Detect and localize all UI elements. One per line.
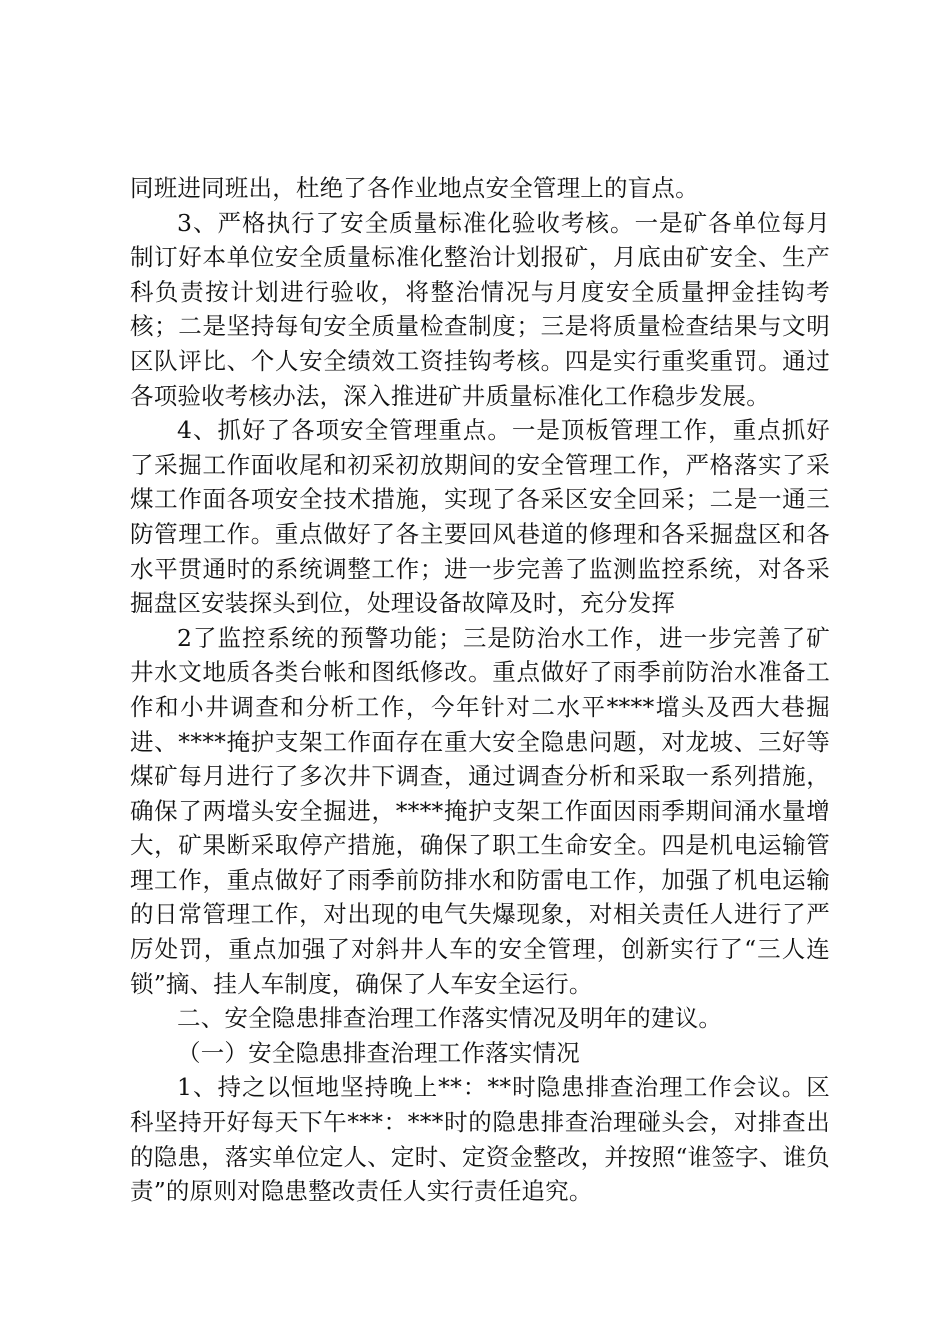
paragraph-item-3: 3、严格执行了安全质量标准化验收考核。一是矿各单位每月制订好本单位安全质量标准化整治计划报矿，月底由矿安全、生产科负责按计划进行验收，将整治情况与月度安全质量押金挂钩考核；二是坚持每旬安全质量检查制度；三是将质量检查结果与文明区队评比、个人安全绩效工资挂钩考核。四是实行重奖重罚。通过各项验收考核办法，深入推进矿井质量标准化工作稳步发展。 <box>130 208 830 410</box>
paragraph-item-1: 1、持之以恒地坚持晚上**：**时隐患排查治理工作会议。区科坚持开好每天下午***：***时的隐患排查治理碰头会，对排查出的隐患，落实单位定人、定时、定资金整改，并按照“谁签字、谁负责”的原则对隐患整改责任人实行责任追究。 <box>130 1073 830 1206</box>
subsection-heading-1: （一）安全隐患排查治理工作落实情况 <box>177 1038 580 1067</box>
paragraph-item-4: 4、抓好了各项安全管理重点。一是顶板管理工作，重点抓好了采掘工作面收尾和初采初放期间的安全管理工作，严格落实了采煤工作面各项安全技术措施，实现了各采区安全回采；二是一通三防管理工作。重点做好了各主要回风巷道的修理和各采掘盘区和各水平贯通时的系统调整工作；进一步完善了监测监控系统，对各采掘盘区安装探头到位，处理设备故障及时，充分发挥 <box>130 416 830 618</box>
paragraph-continuation: 同班进同班出，杜绝了各作业地点安全管理上的盲点。 <box>130 174 699 202</box>
document-body <box>130 171 830 1209</box>
paragraph-monitoring: 2了监控系统的预警功能；三是防治水工作，进一步完善了矿井水文地质各类台帐和图纸修改。重点做好了雨季前防治水准备工作和小井调查和分析工作，今年针对二水平****壋头及西大巷掘进、****掩护支架工作面存在重大安全隐患问题，对龙坡、三好等煤矿每月进行了多次井下调查，通过调查分析和采取一系列措施，确保了两壋头安全掘进，****掩护支架工作面因雨季期间涌水量增大，矿果断采取停产措施，确保了职工生命安全。四是机电运输管理工作，重点做好了雨季前防排水和防雷电工作，加强了机电运输的日常管理工作，对出现的电气失爆现象，对相关责任人进行了严厉处罚，重点加强了对斜井人车的安全管理，创新实行了“三人连锁”摘、挂人车制度，确保了人车安全运行。 <box>130 623 830 998</box>
section-heading-2: 二、安全隐患排查治理工作落实情况及明年的建议。 <box>177 1004 723 1033</box>
